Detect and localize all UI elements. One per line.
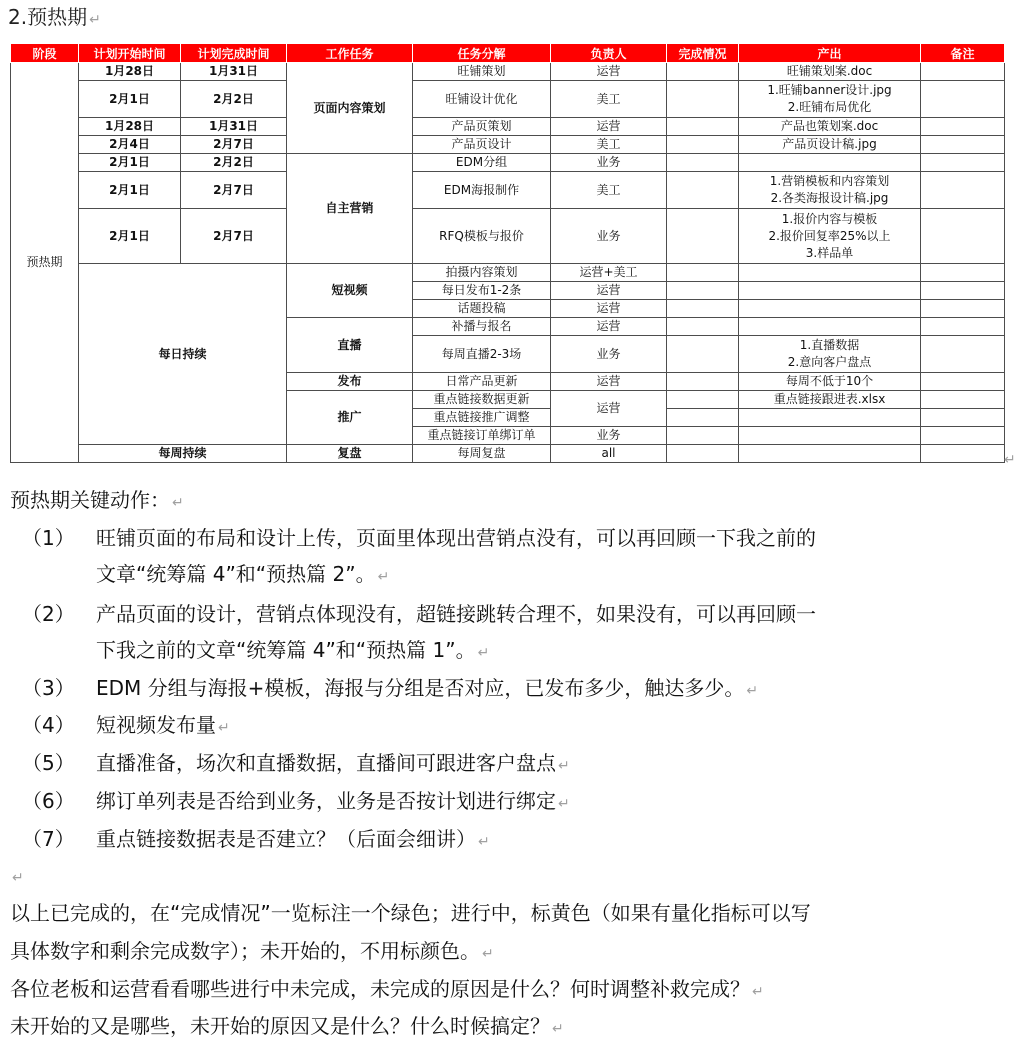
remarks-cell: [921, 154, 1005, 172]
table-row: [11, 154, 1005, 172]
output-cell: [739, 264, 921, 282]
subtask-cell: 旺铺设计优化: [413, 81, 551, 118]
start-cell: 2月1日: [79, 172, 181, 209]
subtask-cell: 每日发布1-2条: [413, 282, 551, 300]
status-cell: [667, 445, 739, 463]
owner-cell: 运营: [551, 373, 667, 391]
phase-cell: 预热期: [11, 63, 79, 463]
header-output: 产出: [739, 44, 921, 63]
period-cell: 每周持续: [79, 445, 287, 463]
status-cell: [667, 264, 739, 282]
subtask-cell: 产品页策划: [413, 118, 551, 136]
remarks-cell: [921, 373, 1005, 391]
output-cell: [739, 209, 921, 264]
status-cell: [667, 336, 739, 373]
remarks-cell: [921, 409, 1005, 427]
notes-line: [10, 1007, 564, 1048]
table-header-row: [11, 44, 1005, 63]
owner-cell: all: [551, 445, 667, 463]
header-end-date: 计划完成时间: [181, 44, 287, 63]
output-cell: [739, 300, 921, 318]
owner-cell: 运营: [551, 63, 667, 81]
output-cell: 产品也策划案.doc: [739, 118, 921, 136]
item-number: （6）: [22, 789, 75, 813]
task-cell: 短视频: [287, 264, 413, 318]
output-cell: [739, 172, 921, 209]
remarks-cell: [921, 209, 1005, 264]
subtask-cell: 重点链接推广调整: [413, 409, 551, 427]
table-row: [11, 136, 1005, 154]
output-cell: [739, 336, 921, 373]
paragraph-mark-icon: ↵: [172, 495, 184, 511]
output-line: 2.报价回复率25%以上: [768, 228, 891, 243]
table-row: [11, 63, 1005, 81]
item-text: [96, 783, 1004, 822]
item-text: [96, 596, 1004, 671]
item-line-text: 重点链接数据表是否建立？（后面会细讲）: [96, 827, 476, 851]
item-line-text: 下我之前的文章“统筹篇 4”和“预热篇 1”。: [96, 638, 476, 662]
header-remarks: 备注: [921, 44, 1005, 63]
owner-cell: 美工: [551, 172, 667, 209]
end-cell: 2月7日: [181, 136, 287, 154]
remarks-cell: [921, 300, 1005, 318]
header-task: 工作任务: [287, 44, 413, 63]
owner-cell: 运营: [551, 282, 667, 300]
header-phase: 阶段: [11, 44, 79, 63]
output-line: 3.样品单: [805, 245, 854, 260]
status-cell: [667, 136, 739, 154]
empty-paragraph: [10, 856, 24, 897]
status-cell: [667, 409, 739, 427]
owner-cell: 运营: [551, 391, 667, 427]
section-heading-text: 2.预热期: [8, 5, 88, 29]
paragraph-mark-icon: ↵: [377, 569, 390, 585]
owner-cell: 业务: [551, 209, 667, 264]
item-text: [96, 707, 1004, 746]
start-cell: 2月1日: [79, 81, 181, 118]
output-cell: 每周不低于10个: [739, 373, 921, 391]
paragraph-mark-icon: ↵: [482, 946, 494, 962]
paragraph-mark-icon: ↵: [12, 870, 24, 886]
paragraph-mark-icon: ↵: [752, 984, 764, 1000]
paragraph-mark-icon: ↵: [1004, 452, 1016, 468]
plan-table-wrapper: [10, 43, 1004, 463]
end-cell: 2月7日: [181, 172, 287, 209]
paragraph-mark-icon: ↵: [478, 834, 490, 850]
header-owner: 负责人: [551, 44, 667, 63]
subtask-cell: EDM分组: [413, 154, 551, 172]
status-cell: [667, 118, 739, 136]
owner-cell: 运营: [551, 118, 667, 136]
paragraph-mark-icon: ↵: [552, 1021, 564, 1037]
key-actions-title: [10, 481, 184, 522]
end-cell: 1月31日: [181, 63, 287, 81]
status-cell: [667, 318, 739, 336]
item-number: （4）: [22, 713, 75, 737]
period-cell: 每日持续: [79, 264, 287, 445]
item-line-text: 短视频发布量: [96, 713, 216, 737]
start-cell: 2月1日: [79, 209, 181, 264]
output-cell: [739, 409, 921, 427]
end-cell: 2月2日: [181, 154, 287, 172]
paragraph-mark-icon: ↵: [89, 12, 101, 28]
output-line: 1.报价内容与模板: [781, 211, 878, 226]
table-row: [11, 209, 1005, 264]
start-cell: 2月4日: [79, 136, 181, 154]
key-action-item: [22, 520, 1012, 592]
task-cell: 自主营销: [287, 154, 413, 264]
status-cell: [667, 391, 739, 409]
end-cell: 1月31日: [181, 118, 287, 136]
remarks-cell: [921, 445, 1005, 463]
notes-line: 以上已完成的，在“完成情况”一览标注一个绿色；进行中，标黄色（如果有量化指标可以写: [10, 901, 811, 925]
end-cell: 2月2日: [181, 81, 287, 118]
subtask-cell: 话题投稿: [413, 300, 551, 318]
subtask-cell: 补播与报名: [413, 318, 551, 336]
table-row: [11, 81, 1005, 118]
remarks-cell: [921, 318, 1005, 336]
paragraph-mark-icon: ↵: [477, 645, 490, 661]
subtask-cell: RFQ模板与报价: [413, 209, 551, 264]
subtask-cell: 日常产品更新: [413, 373, 551, 391]
status-cell: [667, 172, 739, 209]
remarks-cell: [921, 427, 1005, 445]
notes-line-text: 具体数字和剩余完成数字）；未开始的，不用标颜色。: [10, 939, 480, 963]
remarks-cell: [921, 136, 1005, 154]
owner-cell: 运营: [551, 300, 667, 318]
output-cell: 重点链接跟进表.xlsx: [739, 391, 921, 409]
owner-cell: 运营: [551, 318, 667, 336]
start-cell: 2月1日: [79, 154, 181, 172]
output-line: 2.意向客户盘点: [787, 355, 872, 369]
paragraph-mark-icon: ↵: [558, 796, 570, 812]
item-text: [96, 520, 1004, 595]
owner-cell: 运营+美工: [551, 264, 667, 282]
item-number: （7）: [22, 827, 75, 851]
status-cell: [667, 373, 739, 391]
status-cell: [667, 300, 739, 318]
item-number: （5）: [22, 751, 75, 775]
owner-cell: 美工: [551, 136, 667, 154]
header-subtask: 任务分解: [413, 44, 551, 63]
task-cell: 页面内容策划: [287, 63, 413, 154]
remarks-cell: [921, 282, 1005, 300]
task-cell: 发布: [287, 373, 413, 391]
subtask-cell: EDM海报制作: [413, 172, 551, 209]
key-action-item: [22, 596, 1012, 668]
status-cell: [667, 154, 739, 172]
start-cell: 1月28日: [79, 63, 181, 81]
remarks-cell: [921, 264, 1005, 282]
item-line-text: EDM 分组与海报+模板，海报与分组是否对应，已发布多少，触达多少。: [96, 676, 745, 700]
subtask-cell: 重点链接订单绑订单: [413, 427, 551, 445]
header-start-date: 计划开始时间: [79, 44, 181, 63]
paragraph-mark-icon: ↵: [746, 683, 759, 699]
output-cell: [739, 445, 921, 463]
item-number: （2）: [22, 602, 75, 626]
header-status: 完成情况: [667, 44, 739, 63]
owner-cell: 业务: [551, 427, 667, 445]
output-cell: [739, 318, 921, 336]
table-row: [11, 264, 1005, 282]
item-number: （3）: [22, 676, 75, 700]
notes-line-text: 未开始的又是哪些，未开始的原因又是什么？什么时候搞定？: [10, 1014, 550, 1038]
output-line: 1.直播数据: [799, 338, 860, 352]
remarks-cell: [921, 391, 1005, 409]
subtask-cell: 产品页设计: [413, 136, 551, 154]
remarks-cell: [921, 336, 1005, 373]
notes-line-text: 各位老板和运营看看哪些进行中未完成，未完成的原因是什么？何时调整补救完成？: [10, 977, 750, 1001]
remarks-cell: [921, 172, 1005, 209]
subtask-cell: 旺铺策划: [413, 63, 551, 81]
subtask-cell: 每周复盘: [413, 445, 551, 463]
end-cell: 2月7日: [181, 209, 287, 264]
section-heading: [8, 0, 101, 34]
subtask-cell: 拍摄内容策划: [413, 264, 551, 282]
status-cell: [667, 81, 739, 118]
task-cell: 推广: [287, 391, 413, 445]
item-text: [96, 745, 1004, 784]
status-cell: [667, 209, 739, 264]
task-cell: 直播: [287, 318, 413, 373]
status-cell: [667, 282, 739, 300]
owner-cell: 业务: [551, 336, 667, 373]
subtask-cell: 重点链接数据更新: [413, 391, 551, 409]
owner-cell: 业务: [551, 154, 667, 172]
item-line-text: 直播准备，场次和直播数据，直播间可跟进客户盘点: [96, 751, 556, 775]
output-line: 2.各类海报设计稿.jpg: [770, 191, 889, 205]
output-cell: 旺铺策划案.doc: [739, 63, 921, 81]
item-line: [96, 632, 1004, 671]
start-cell: 1月28日: [79, 118, 181, 136]
item-line: [96, 556, 1004, 595]
remarks-cell: [921, 118, 1005, 136]
item-line: 产品页面的设计，营销点体现没有，超链接跳转合理不，如果没有，可以再回顾一: [96, 602, 816, 626]
status-cell: [667, 427, 739, 445]
output-cell: [739, 154, 921, 172]
item-line-text: 绑订单列表是否给到业务，业务是否按计划进行绑定: [96, 789, 556, 813]
table-row: [11, 118, 1005, 136]
output-line: 1.旺铺banner设计.jpg: [767, 83, 892, 97]
output-cell: [739, 427, 921, 445]
output-line: 1.营销模板和内容策划: [769, 174, 890, 188]
notes-line: [10, 932, 494, 973]
item-text: [96, 670, 1004, 709]
plan-table: [10, 43, 1005, 463]
output-cell: 产品页设计稿.jpg: [739, 136, 921, 154]
output-cell: [739, 81, 921, 118]
item-number: （1）: [22, 526, 75, 550]
output-line: 2.旺铺布局优化: [787, 100, 872, 114]
paragraph-mark-icon: ↵: [558, 758, 570, 774]
paragraph-mark-icon: ↵: [218, 720, 230, 736]
status-cell: [667, 63, 739, 81]
table-row: [11, 172, 1005, 209]
output-cell: [739, 282, 921, 300]
owner-cell: 美工: [551, 81, 667, 118]
subtask-cell: 每周直播2-3场: [413, 336, 551, 373]
item-line-text: 文章“统筹篇 4”和“预热篇 2”。: [96, 562, 376, 586]
remarks-cell: [921, 81, 1005, 118]
task-cell: 复盘: [287, 445, 413, 463]
item-text: [96, 821, 1004, 860]
table-row: [11, 445, 1005, 463]
item-line: 旺铺页面的布局和设计上传，页面里体现出营销点没有，可以再回顾一下我之前的: [96, 526, 816, 550]
notes-line: [10, 970, 764, 1011]
key-actions-title-text: 预热期关键动作：: [10, 488, 170, 512]
remarks-cell: [921, 63, 1005, 81]
